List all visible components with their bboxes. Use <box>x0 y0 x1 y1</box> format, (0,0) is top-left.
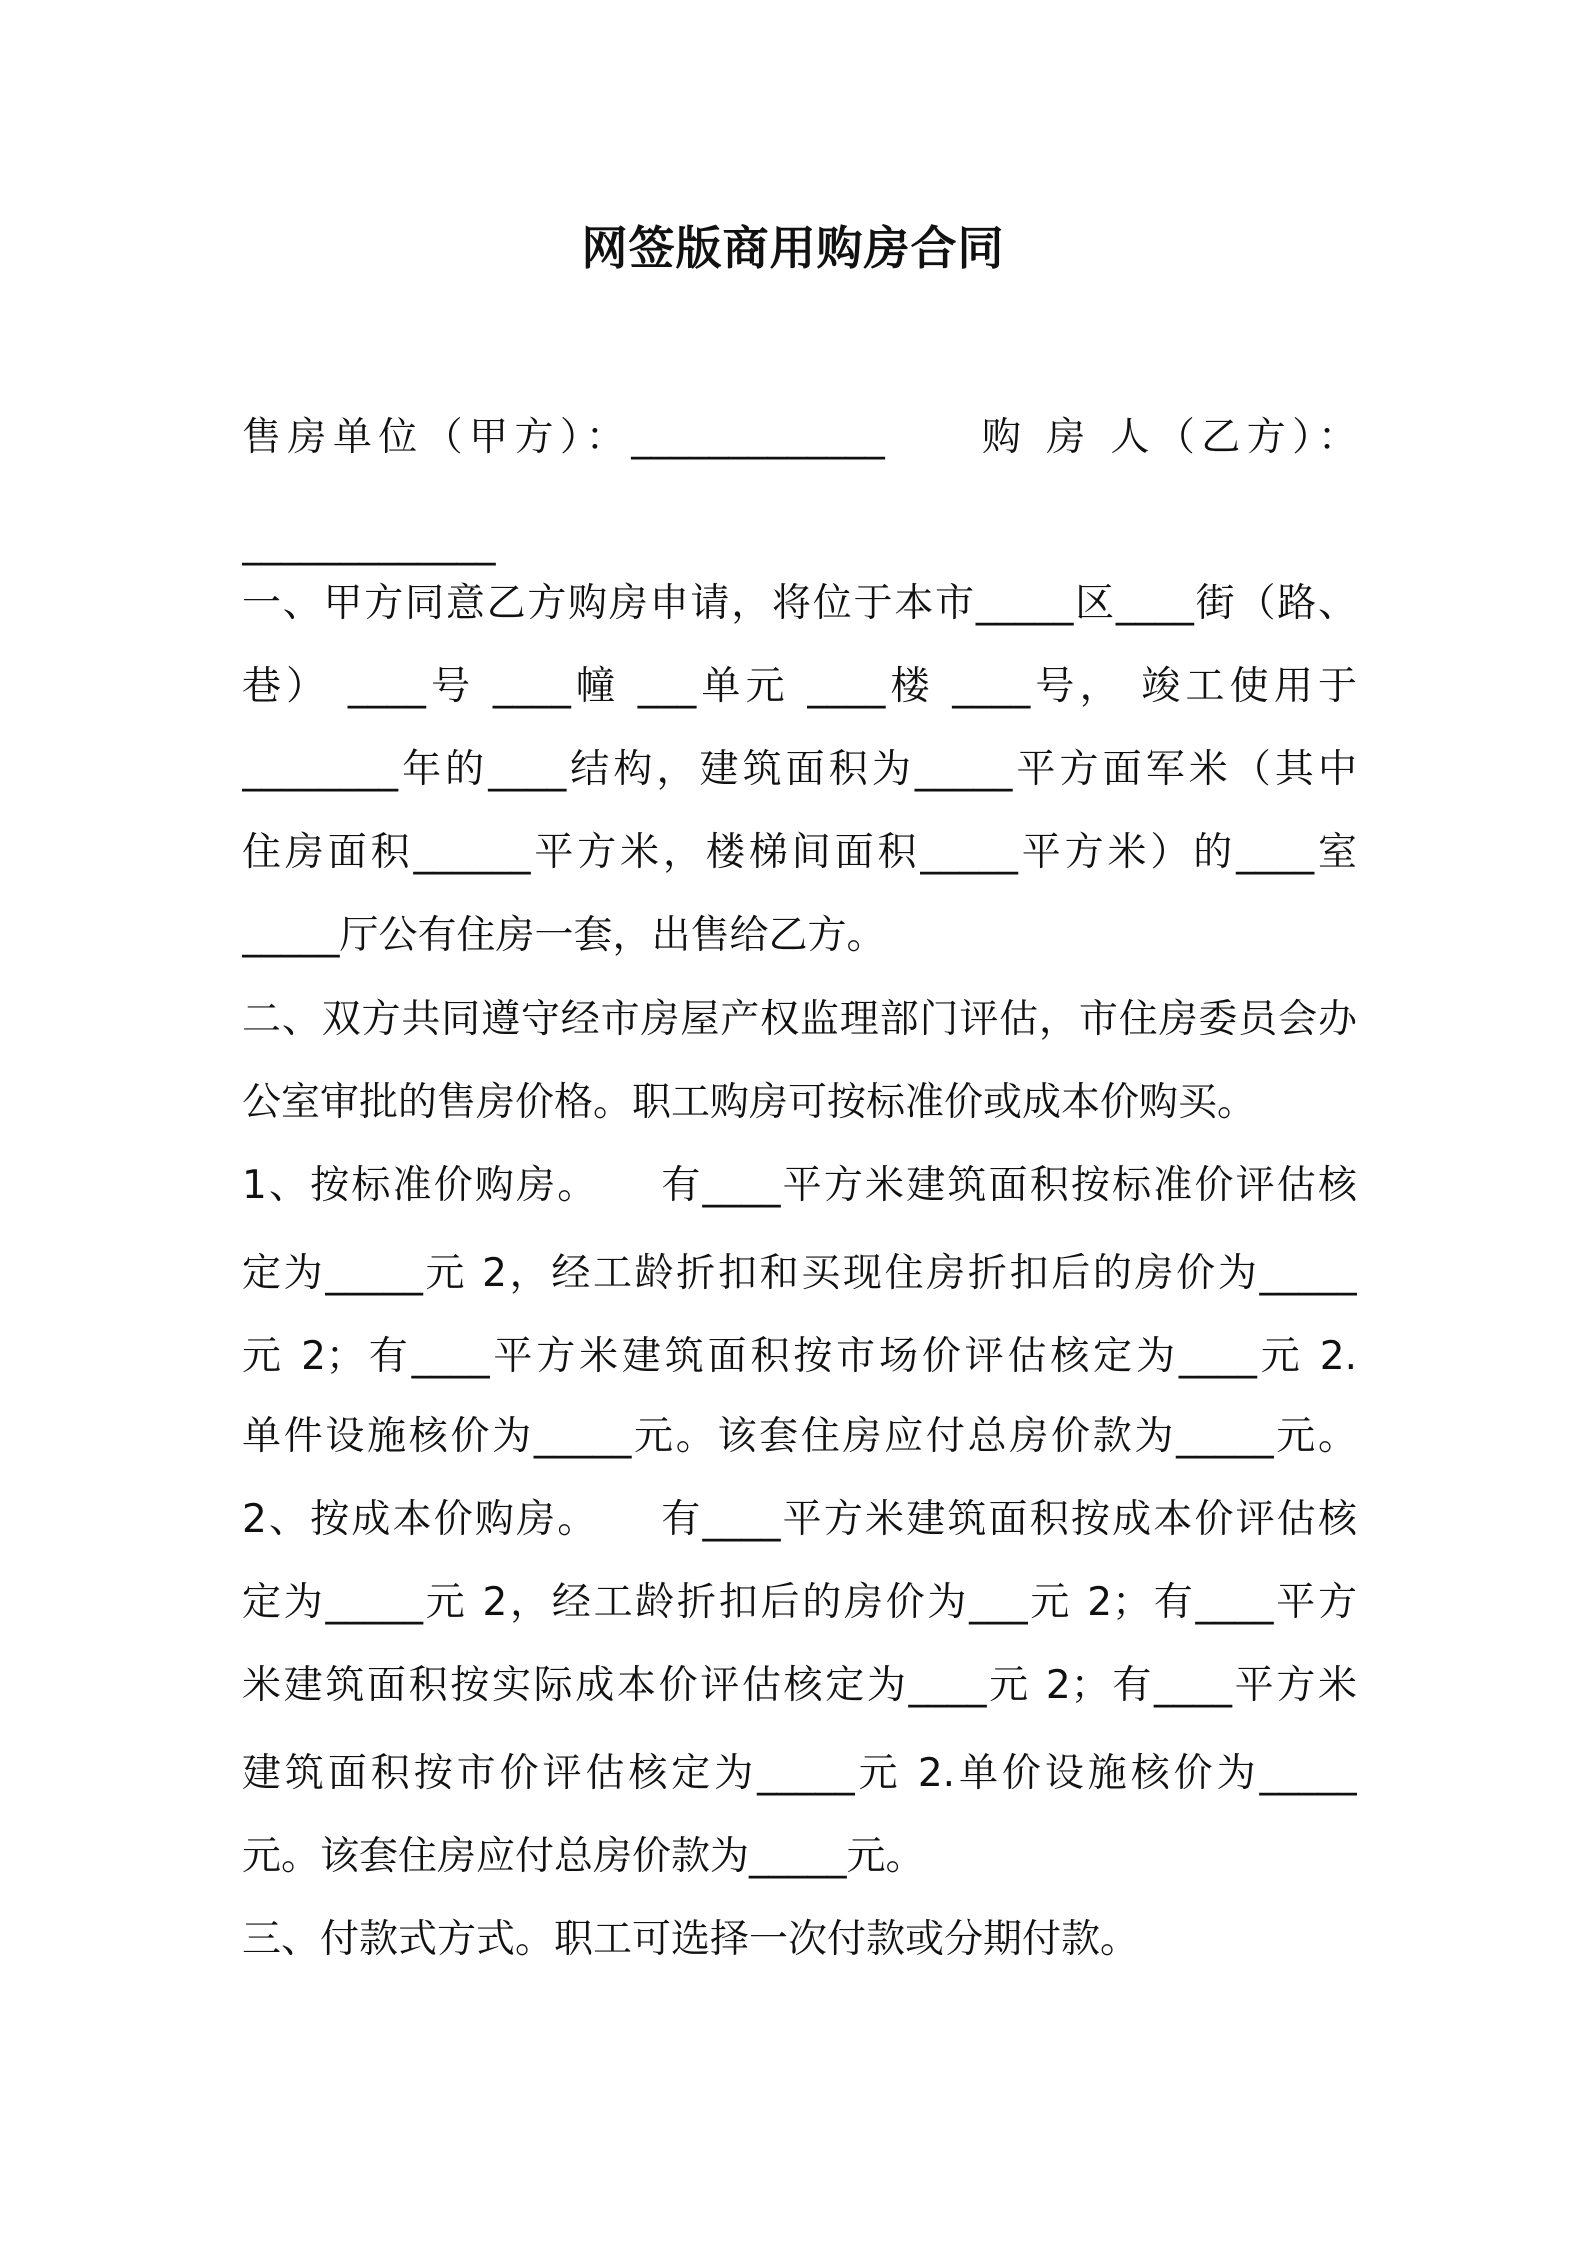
cost-price-line-1: 2、按成本价购房。 有____平方米建筑面积按成本价评估核 <box>242 1497 1357 1542</box>
cost-price-line-4: 建筑面积按市价评估核定为_____元 2.单价设施核价为_____ <box>242 1751 1357 1796</box>
standard-price-line-3: 元 2；有____平方米建筑面积按市场价评估核定为____元 2. <box>242 1334 1357 1379</box>
cost-price-line-5: 元。该套住房应付总房价款为_____元。 <box>242 1834 925 1879</box>
clause-1-line-5: _____厅公有住房一套，出售给乙方。 <box>242 913 886 958</box>
clause-1-line-3: ________年的____结构，建筑面积为_____平方面军米（其中 <box>242 747 1357 792</box>
cost-price-line-2: 定为_____元 2，经工龄折扣后的房价为___元 2；有____平方 <box>242 1580 1357 1625</box>
clause-2-line-2: 公室审批的售房价格。职工购房可按标准价或成本价购买。 <box>242 1080 1257 1125</box>
standard-price-line-2: 定为_____元 2，经工龄折扣和买现住房折扣后的房价为_____ <box>242 1251 1357 1296</box>
document-title: 网签版商用购房合同 <box>581 221 1005 275</box>
clause-1-line-1: 一、甲方同意乙方购房申请，将位于本市_____区____街（路、 <box>242 581 1357 626</box>
seller-buyer-line: 售房单位（甲方）：_____________ 购 房 人（乙方）： <box>242 415 1357 460</box>
clause-2-line-1: 二、双方共同遵守经市房屋产权监理部门评估，市住房委员会办 <box>242 997 1357 1042</box>
standard-price-line-1: 1、按标准价购房。 有____平方米建筑面积按标准价评估核 <box>242 1163 1357 1208</box>
standard-price-line-4: 单件设施核价为_____元。该套住房应付总房价款为_____元。 <box>242 1414 1357 1459</box>
clause-3-line-1: 三、付款式方式。职工可选择一次付款或分期付款。 <box>242 1917 1140 1962</box>
clause-1-line-4: 住房面积______平方米，楼梯间面积_____平方米）的____室 <box>242 830 1357 875</box>
buyer-blank-line: _____________ <box>242 521 496 566</box>
clause-1-line-2: 巷） ____号 ____幢 ___单元 ____楼 ____号， 竣工使用于 <box>242 664 1357 709</box>
cost-price-line-3: 米建筑面积按实际成本价评估核定为____元 2；有____平方米 <box>242 1663 1357 1708</box>
